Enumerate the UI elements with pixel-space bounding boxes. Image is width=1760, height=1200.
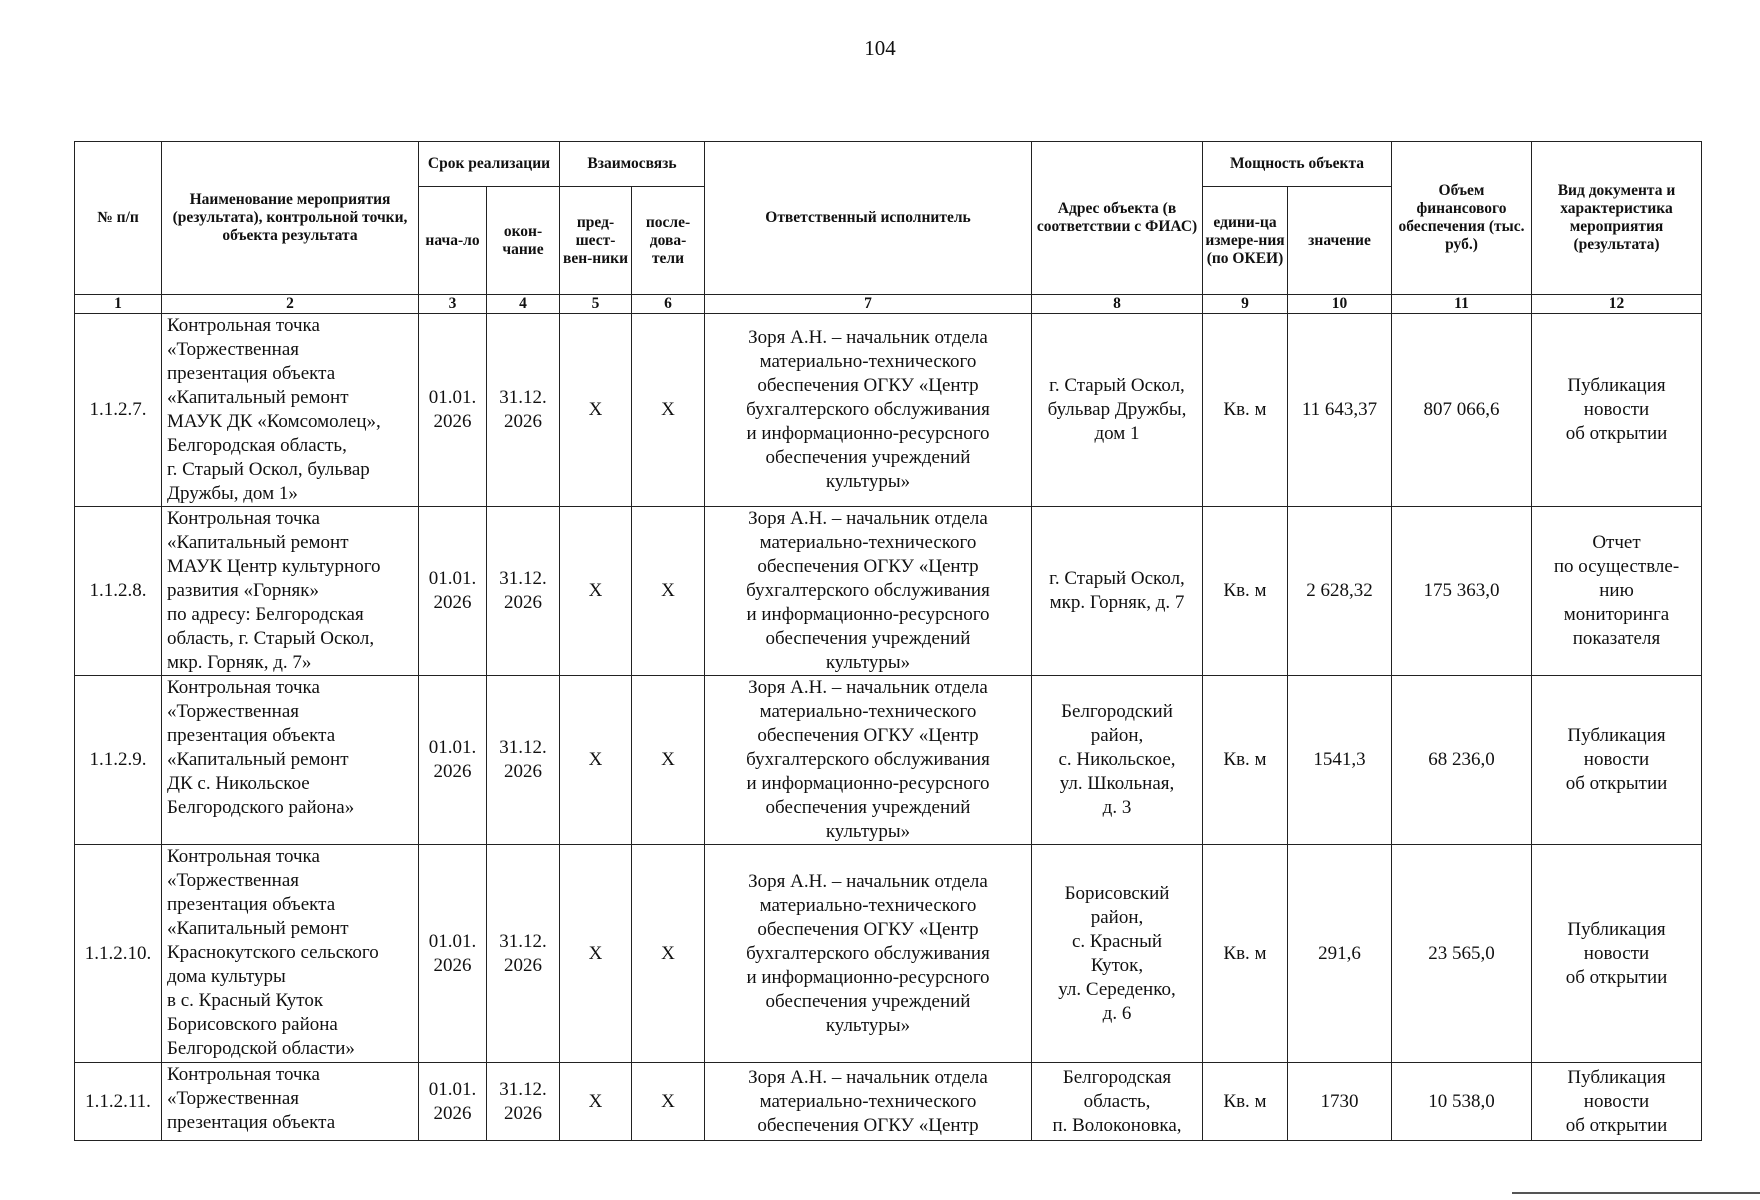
header-name: Наименование мероприятия (результата), контрольной точки, объекта результата — [162, 142, 419, 295]
successors: X — [632, 845, 705, 1063]
end-date — [487, 1063, 560, 1141]
header-address: Адрес объекта (в соответствии с ФИАС) — [1032, 142, 1203, 295]
financing: 175 363,0 — [1392, 507, 1532, 676]
document-type-line: по осуществле- — [1553, 556, 1680, 577]
page-number: 104 — [864, 36, 896, 60]
responsible-line: обеспечения ОГКУ «Центр — [757, 918, 979, 940]
responsible-line: обеспечения учреждений — [765, 447, 971, 468]
start-date-line: 01.01. — [428, 568, 477, 589]
end-date-line: 31.12. — [499, 568, 547, 589]
header-term: Срок реализации — [419, 142, 560, 187]
object-address-line: п. Волоконовка, — [1052, 1114, 1182, 1136]
object-address-line: район, — [1090, 725, 1144, 746]
object-address-line: Куток, — [1090, 954, 1144, 976]
responsible-line: культуры» — [825, 821, 911, 842]
table-row — [75, 314, 1702, 507]
activity-name-line: МАУК ДК «Комсомолец», — [167, 411, 381, 432]
start-date-line: 2026 — [433, 1102, 472, 1124]
document-type-line: новости — [1583, 942, 1650, 964]
table-body — [75, 314, 1702, 1141]
successors: X — [632, 507, 705, 676]
document-type-line: мониторинга — [1563, 604, 1670, 625]
responsible-line: и информационно-ресурсного — [746, 773, 990, 794]
end-date-line: 2026 — [504, 411, 542, 432]
unit: Кв. м — [1203, 314, 1288, 507]
responsible-line: культуры» — [825, 652, 911, 673]
object-address — [1032, 314, 1203, 507]
responsible-line: материально-технического — [759, 701, 977, 722]
end-date — [487, 314, 560, 507]
object-address — [1032, 845, 1203, 1063]
object-address-line: бульвар Дружбы, — [1047, 399, 1187, 420]
financing: 10 538,0 — [1392, 1063, 1532, 1141]
successors: X — [632, 676, 705, 845]
financing: 68 236,0 — [1392, 676, 1532, 845]
responsible-line: бухгалтерского обслуживания — [746, 942, 990, 964]
activity-name — [162, 676, 419, 845]
object-address-line: район, — [1090, 906, 1144, 928]
activity-name-line: Контрольная точка — [167, 1064, 320, 1085]
activity-name-line: презентация объекта — [167, 363, 336, 384]
financing: 807 066,6 — [1392, 314, 1532, 507]
end-date-line: 31.12. — [499, 387, 547, 408]
column-number: 11 — [1392, 295, 1532, 314]
activity-name-line: Контрольная точка — [167, 677, 320, 698]
activity-name-line: по адресу: Белгородская — [167, 604, 364, 625]
header-term-start: нача-ло — [419, 187, 487, 295]
start-date — [419, 845, 487, 1063]
start-date — [419, 1063, 487, 1141]
header-value: значение — [1288, 187, 1392, 295]
activity-name-line: МАУК Центр культурного — [167, 556, 381, 577]
column-number: 5 — [560, 295, 632, 314]
document-type — [1532, 507, 1702, 676]
activity-name-line: Контрольная точка — [167, 508, 320, 529]
header-power: Мощность объекта — [1203, 142, 1392, 187]
start-date-line: 2026 — [433, 954, 472, 976]
responsible-line: и информационно-ресурсного — [746, 423, 990, 444]
capacity-value: 2 628,32 — [1288, 507, 1392, 676]
capacity-value: 1730 — [1288, 1063, 1392, 1141]
activity-name-line: Краснокутского сельского — [167, 942, 379, 963]
activity-name-line: г. Старый Оскол, бульвар — [167, 459, 370, 480]
table-row — [75, 507, 1702, 676]
responsible-line: бухгалтерского обслуживания — [746, 580, 990, 601]
responsible-line: обеспечения ОГКУ «Центр — [757, 725, 979, 746]
object-address-line: Белгородская — [1062, 1066, 1172, 1088]
responsible — [705, 845, 1032, 1063]
responsible-line: Зоря А.Н. – начальник отдела — [748, 508, 988, 529]
activity-name — [162, 845, 419, 1063]
activity-name-line: презентация объекта — [167, 1112, 336, 1133]
start-date-line: 2026 — [433, 592, 472, 613]
start-date-line: 01.01. — [428, 387, 477, 408]
row-number: 1.1.2.7. — [75, 314, 162, 507]
document-type-line: об открытии — [1565, 773, 1668, 794]
document-type — [1532, 1063, 1702, 1141]
end-date-line: 2026 — [504, 954, 542, 976]
unit: Кв. м — [1203, 507, 1288, 676]
unit: Кв. м — [1203, 845, 1288, 1063]
column-numbers-row — [75, 295, 1702, 314]
responsible — [705, 676, 1032, 845]
activity-name-line: «Капитальный ремонт — [167, 532, 349, 553]
financing: 23 565,0 — [1392, 845, 1532, 1063]
responsible-line: материально-технического — [759, 532, 977, 553]
capacity-value: 291,6 — [1288, 845, 1392, 1063]
successors: X — [632, 314, 705, 507]
column-number: 2 — [162, 295, 419, 314]
header-link: Взаимосвязь — [560, 142, 705, 187]
row-number: 1.1.2.8. — [75, 507, 162, 676]
predecessors: X — [560, 314, 632, 507]
responsible-line: обеспечения учреждений — [765, 628, 971, 649]
end-date-line: 31.12. — [499, 737, 547, 758]
header-responsible: Ответственный исполнитель — [705, 142, 1032, 295]
activity-name-line: Контрольная точка — [167, 315, 320, 336]
table-row — [75, 1063, 1702, 1141]
document-type — [1532, 845, 1702, 1063]
predecessors: X — [560, 507, 632, 676]
activity-name — [162, 507, 419, 676]
document-type-line: Отчет — [1592, 532, 1641, 553]
column-number: 7 — [705, 295, 1032, 314]
document-type-line: Публикация — [1567, 375, 1666, 396]
start-date — [419, 676, 487, 845]
successors: X — [632, 1063, 705, 1141]
responsible-line: и информационно-ресурсного — [746, 604, 990, 625]
unit: Кв. м — [1203, 1063, 1288, 1141]
activity-name-line: «Капитальный ремонт — [167, 749, 349, 770]
document-type-line: об открытии — [1565, 966, 1668, 988]
activity-name-line: «Капитальный ремонт — [167, 918, 349, 939]
header-link-pred: пред-шест-вен-ники — [560, 187, 632, 295]
responsible — [705, 507, 1032, 676]
responsible-line: бухгалтерского обслуживания — [746, 399, 990, 420]
start-date-line: 01.01. — [428, 930, 477, 952]
responsible — [705, 1063, 1032, 1141]
activity-name-line: Контрольная точка — [167, 846, 320, 867]
end-date — [487, 676, 560, 845]
object-address-line: д. 6 — [1102, 1002, 1132, 1024]
header-num: № п/п — [75, 142, 162, 295]
object-address-line: г. Старый Оскол, — [1049, 568, 1185, 589]
responsible-line: обеспечения учреждений — [765, 797, 971, 818]
document-type-line: новости — [1583, 749, 1650, 770]
column-number: 3 — [419, 295, 487, 314]
column-number: 9 — [1203, 295, 1288, 314]
document-type-line: Публикация — [1567, 1066, 1666, 1088]
predecessors: X — [560, 845, 632, 1063]
header-unit: едини-ца измере-ния (по ОКЕИ) — [1203, 187, 1288, 295]
object-address-line: дом 1 — [1094, 423, 1140, 444]
activity-name-line: «Капитальный ремонт — [167, 387, 349, 408]
start-date-line: 2026 — [433, 411, 472, 432]
start-date-line: 01.01. — [428, 1078, 477, 1100]
object-address-line: Белгородский — [1061, 701, 1173, 722]
end-date-line: 2026 — [504, 761, 542, 782]
table-row — [75, 676, 1702, 845]
activity-name-line: дома культуры — [167, 966, 286, 987]
responsible-line: Зоря А.Н. – начальник отдела — [748, 677, 988, 698]
unit: Кв. м — [1203, 676, 1288, 845]
header-financing: Объем финансового обеспечения (тыс. руб.) — [1392, 142, 1532, 295]
responsible-line: культуры» — [825, 471, 911, 492]
end-date — [487, 507, 560, 676]
activity-name-line: Борисовского района — [167, 1014, 338, 1035]
table-row — [75, 845, 1702, 1063]
activity-name-line: презентация объекта — [167, 725, 336, 746]
header-term-end: окон-чание — [487, 187, 560, 295]
object-address — [1032, 676, 1203, 845]
capacity-value: 1541,3 — [1288, 676, 1392, 845]
column-number: 8 — [1032, 295, 1203, 314]
activity-name-line: «Торжественная — [167, 870, 299, 891]
activity-name-line: ДК с. Никольское — [167, 773, 310, 794]
responsible-line: Зоря А.Н. – начальник отдела — [748, 1066, 988, 1088]
document-type-line: показателя — [1572, 628, 1661, 649]
row-number: 1.1.2.9. — [75, 676, 162, 845]
predecessors: X — [560, 1063, 632, 1141]
object-address-line: Борисовский — [1064, 882, 1170, 904]
responsible-line: культуры» — [825, 1014, 911, 1036]
column-number: 4 — [487, 295, 560, 314]
object-address-line: с. Красный — [1071, 930, 1163, 952]
object-address-line: ул. Школьная, — [1059, 773, 1175, 794]
header-link-succ: после-дова-тели — [632, 187, 705, 295]
row-number: 1.1.2.10. — [75, 845, 162, 1063]
document-type-line: новости — [1583, 1090, 1650, 1112]
responsible-line: обеспечения ОГКУ «Центр — [757, 375, 979, 396]
responsible-line: Зоря А.Н. – начальник отдела — [748, 327, 988, 348]
activities-table — [74, 141, 1702, 1141]
activity-name — [162, 1063, 419, 1141]
activity-name-line: в с. Красный Куток — [167, 990, 324, 1011]
end-date-line: 2026 — [504, 592, 542, 613]
object-address-line: мкр. Горняк, д. 7 — [1049, 592, 1185, 613]
object-address-line: область, — [1083, 1090, 1151, 1112]
responsible-line: и информационно-ресурсного — [746, 966, 990, 988]
activity-name-line: Белгородской области» — [167, 1038, 355, 1059]
object-address — [1032, 507, 1203, 676]
document-type-line: нию — [1599, 580, 1634, 601]
activity-name — [162, 314, 419, 507]
activity-name-line: развития «Горняк» — [167, 580, 319, 601]
responsible-line: обеспечения ОГКУ «Центр — [757, 1114, 979, 1136]
document-type — [1532, 676, 1702, 845]
activity-name-line: Дружбы, дом 1» — [167, 483, 298, 504]
responsible-line: обеспечения учреждений — [765, 990, 971, 1012]
activity-name-line: «Торжественная — [167, 339, 299, 360]
responsible-line: материально-технического — [759, 894, 977, 916]
column-number: 6 — [632, 295, 705, 314]
object-address-line: д. 3 — [1102, 797, 1132, 818]
activity-name-line: Белгородская область, — [167, 435, 347, 456]
end-date-line: 2026 — [504, 1102, 542, 1124]
row-number: 1.1.2.11. — [75, 1063, 162, 1141]
responsible-line: Зоря А.Н. – начальник отдела — [748, 870, 988, 892]
document-type-line: новости — [1583, 399, 1650, 420]
document-type-line: Публикация — [1567, 725, 1666, 746]
document-type — [1532, 314, 1702, 507]
object-address — [1032, 1063, 1203, 1141]
document-type-line: об открытии — [1565, 423, 1668, 444]
predecessors: X — [560, 676, 632, 845]
header-document: Вид документа и характеристика мероприятия (результата) — [1532, 142, 1702, 295]
column-number: 10 — [1288, 295, 1392, 314]
column-number: 1 — [75, 295, 162, 314]
end-date — [487, 845, 560, 1063]
scan-edge-line — [1512, 1192, 1760, 1194]
capacity-value: 11 643,37 — [1288, 314, 1392, 507]
activity-name-line: «Торжественная — [167, 701, 299, 722]
responsible-line: бухгалтерского обслуживания — [746, 749, 990, 770]
column-number: 12 — [1532, 295, 1702, 314]
document-type-line: Публикация — [1567, 918, 1666, 940]
responsible-line: материально-технического — [759, 351, 977, 372]
responsible-line: обеспечения ОГКУ «Центр — [757, 556, 979, 577]
start-date-line: 01.01. — [428, 737, 477, 758]
activity-name-line: область, г. Старый Оскол, — [167, 628, 375, 649]
object-address-line: г. Старый Оскол, — [1049, 375, 1185, 396]
object-address-line: ул. Середенко, — [1058, 978, 1176, 1000]
document-type-line: об открытии — [1565, 1114, 1668, 1136]
activity-name-line: «Торжественная — [167, 1088, 299, 1109]
responsible — [705, 314, 1032, 507]
start-date — [419, 314, 487, 507]
object-address-line: с. Никольское, — [1058, 749, 1176, 770]
activity-name-line: Белгородского района» — [167, 797, 355, 818]
end-date-line: 31.12. — [499, 1078, 547, 1100]
activity-name-line: мкр. Горняк, д. 7» — [167, 652, 312, 673]
end-date-line: 31.12. — [499, 930, 547, 952]
responsible-line: материально-технического — [759, 1090, 977, 1112]
activity-name-line: презентация объекта — [167, 894, 336, 915]
start-date — [419, 507, 487, 676]
start-date-line: 2026 — [433, 761, 472, 782]
